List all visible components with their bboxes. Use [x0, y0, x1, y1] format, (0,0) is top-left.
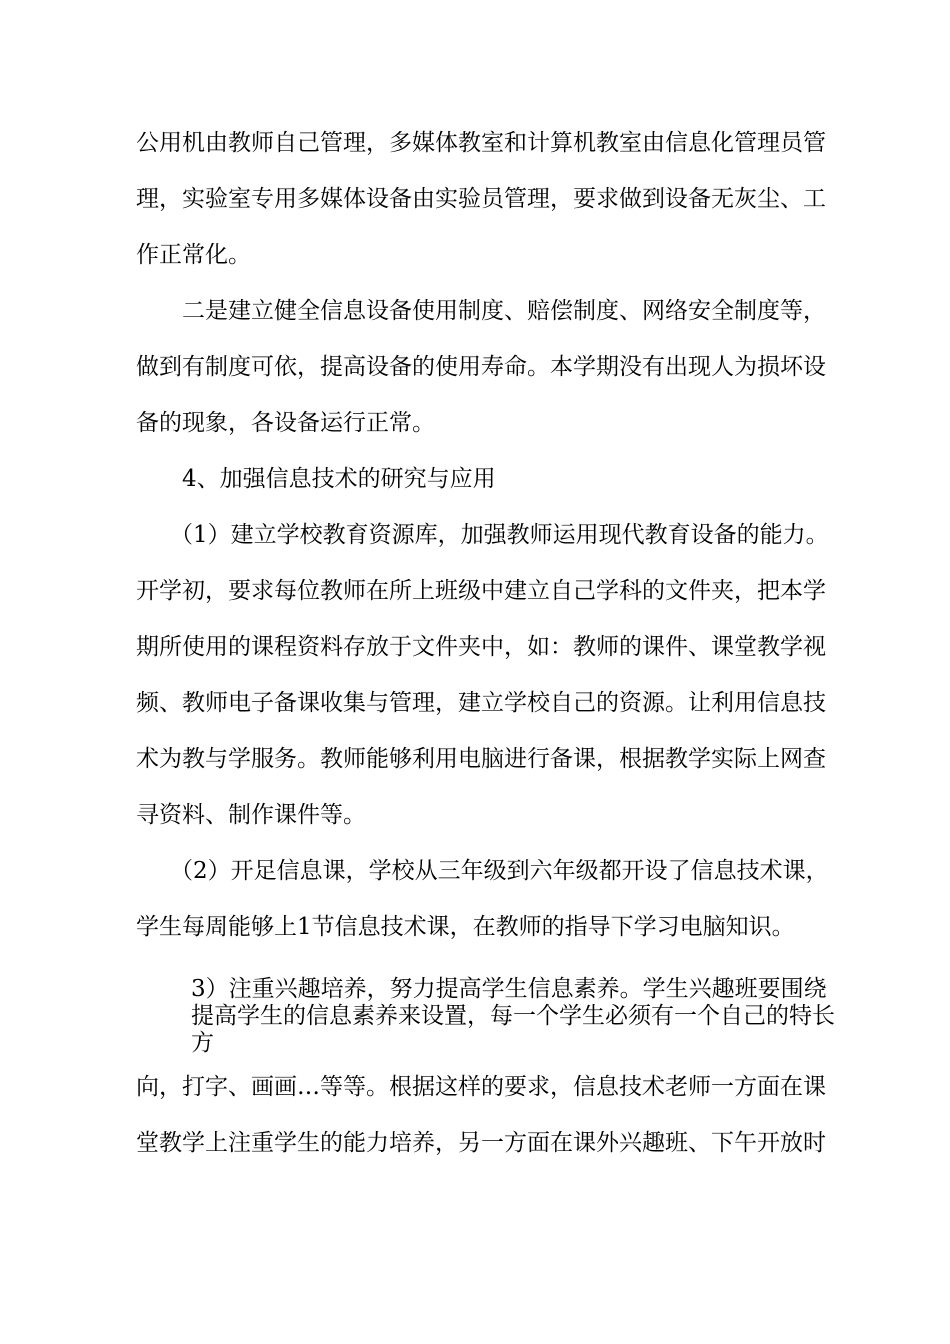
indented-text-line: 提高学生的信息素养来设置，每一个学生必须有一个自己的特长 — [191, 1003, 835, 1029]
body-text-line: 寻资料、制作课件等。 — [136, 802, 366, 828]
body-text-line: 堂教学上注重学生的能力培养，另一方面在课外兴趣班、下午开放时 — [136, 1130, 826, 1156]
body-text-line: 术为教与学服务。教师能够利用电脑进行备课，根据教学实际上网查 — [136, 746, 826, 772]
indented-text-line: 3）注重兴趣培养，努力提高学生信息素养。学生兴趣班要围绕 — [191, 976, 827, 1002]
section-heading: 4、加强信息技术的研究与应用 — [182, 466, 496, 492]
body-text-line: 学生每周能够上1节信息技术课，在教师的指导下学习电脑知识。 — [136, 914, 795, 940]
body-text-line: 公用机由教师自己管理，多媒体教室和计算机教室由信息化管理员管 — [136, 130, 826, 156]
indented-text-line: 方 — [191, 1030, 214, 1056]
body-text-line: 备的现象，各设备运行正常。 — [136, 410, 435, 436]
paragraph-first-line: （1）建立学校教育资源库，加强教师运用现代教育设备的能力。 — [170, 522, 829, 548]
body-text-line: 频、教师电子备课收集与管理，建立学校自己的资源。让利用信息技 — [136, 690, 826, 716]
body-text-line: 向，打字、画画…等等。根据这样的要求，信息技术老师一方面在课 — [136, 1074, 826, 1100]
body-text-line: 理，实验室专用多媒体设备由实验员管理，要求做到设备无灰尘、工 — [136, 186, 826, 212]
body-text-line: 期所使用的课程资料存放于文件夹中，如：教师的课件、课堂教学视 — [136, 634, 826, 660]
paragraph-first-line: 二是建立健全信息设备使用制度、赔偿制度、网络安全制度等， — [182, 298, 826, 324]
body-text-line: 开学初，要求每位教师在所上班级中建立自己学科的文件夹，把本学 — [136, 578, 826, 604]
paragraph-first-line: （2）开足信息课，学校从三年级到六年级都开设了信息技术课， — [170, 858, 829, 884]
body-text-line: 作正常化。 — [136, 242, 251, 268]
body-text-line: 做到有制度可依，提高设备的使用寿命。本学期没有出现人为损坏设 — [136, 354, 826, 380]
